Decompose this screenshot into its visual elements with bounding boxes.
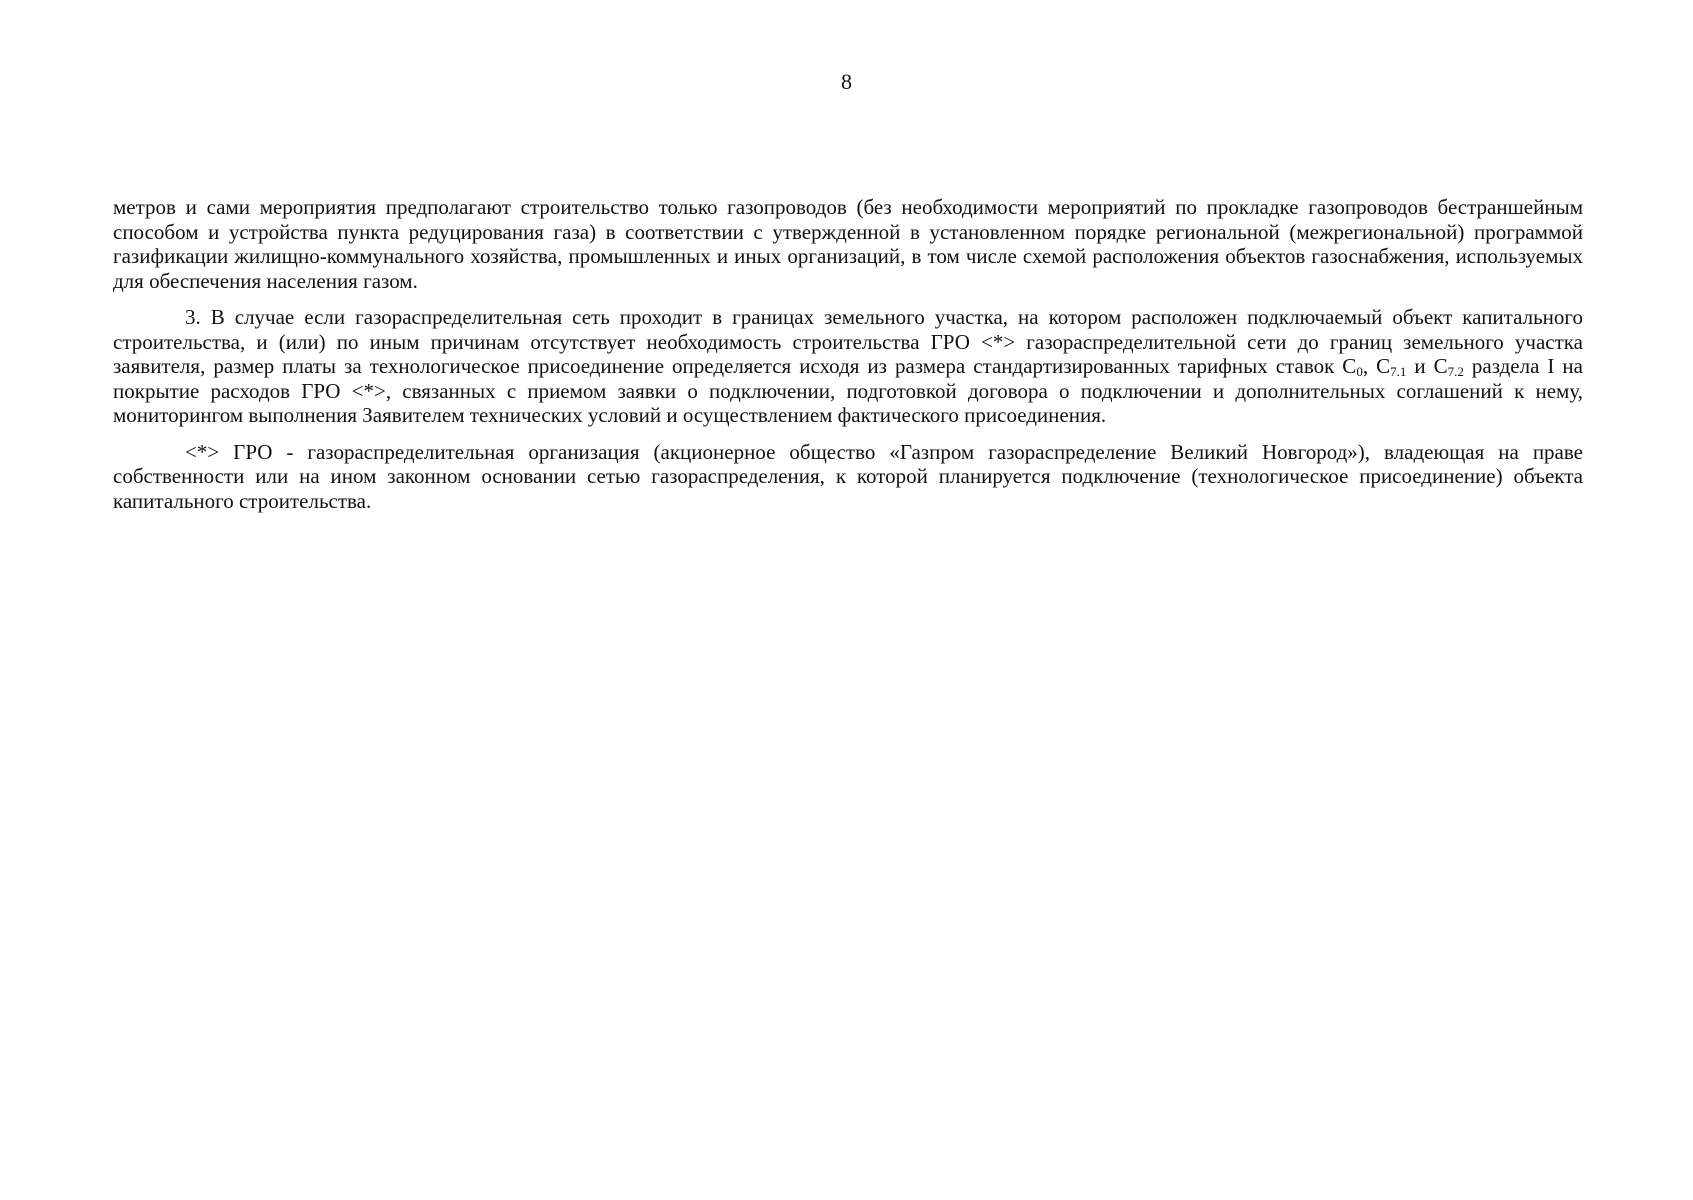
- tariff-subscript-0: 0: [1356, 364, 1363, 379]
- paragraph-item-3-text-3: и C: [1406, 354, 1448, 378]
- tariff-subscript-7-1: 7.1: [1390, 364, 1407, 379]
- paragraph-item-3-text-1: 3. В случае если газораспределительная сеть проходит в границах земельного участка, на котором расположен подключаемый объект капитального строительства, и (или) по иным причинам отсутствует необходимость строительства ГРО <*> газораспределительной сети до границ земельного участка заявителя, размер платы за технологическое присоединение определяется исходя из размера стандартизированных тарифных ставок C: [113, 305, 1583, 378]
- paragraph-item-3-text-2: , C: [1362, 354, 1391, 378]
- page-number: 8: [841, 69, 852, 94]
- paragraph-continuation: метров и сами мероприятия предполагают строительство только газопроводов (без необходимости мероприятий по прокладке газопроводов бестраншейным способом и устройства пункта редуцирования газа) в соответствии с утвержденной в установленном порядке региональной (межрегиональной) программой газификации жилищно-коммунального хозяйства, промышленных и иных организаций, в том числе схемой расположения объектов газоснабжения, используемых для обеспечения населения газом.: [113, 195, 1583, 293]
- paragraph-item-3-text-4: раздела I на покрытие расходов ГРО <*>, связанных с приемом заявки о подключении, подготовкой договора о подключении и дополнительных соглашений к нему, мониторингом выполнения Заявителем технических условий и осуществлением фактического присоединения.: [113, 354, 1583, 427]
- paragraph-item-3: [113, 305, 1583, 428]
- tariff-subscript-7-2: 7.2: [1447, 364, 1464, 379]
- footnote-gro: <*> ГРО - газораспределительная организация (акционерное общество «Газпром газораспределение Великий Новгород»), владеющая на праве собственности или на ином законном основании сетью газораспределения, к которой планируется подключение (технологическое присоединение) объекта капитального строительства.: [113, 439, 1583, 513]
- document-body: [113, 195, 1583, 513]
